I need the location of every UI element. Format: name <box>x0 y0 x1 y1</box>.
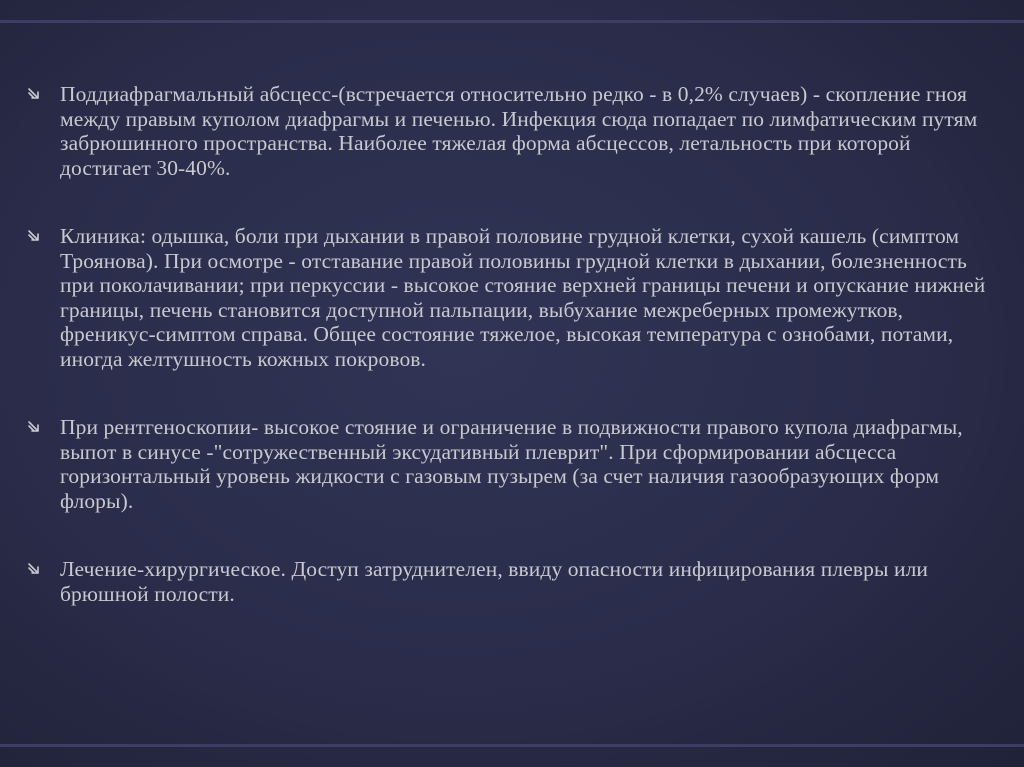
bullet-item <box>26 224 986 371</box>
bullet-arrow-icon <box>26 415 60 435</box>
bullet-arrow-icon <box>26 557 60 577</box>
bullet-text: При рентгеноскопии- высокое стояние и ограничение в подвижности правого купола диафрагмы, выпот в синусе -"сотружественный эксудативный плеврит". При сформировании абсцесса горизонтальный уровень жидкости с газовым пузырем (за счет наличия газообразующих форм флоры). <box>60 415 963 513</box>
bullet-text: Клиника: одышка, боли при дыхании в правой половине грудной клетки, сухой кашель (симптом Троянова). При осмотре - отставание правой половины грудной клетки в дыхании, болезненность при поколачивании; при перкуссии - высокое стояние верхней границы печени и опускание нижней границы, печень становится доступной пальпации, выбухание межреберных промежутков, френикус-симптом справа. Общее состояние тяжелое, высокая температура с ознобами, потами, иногда желтушность кожных покровов. <box>60 224 986 371</box>
bullet-item <box>26 415 986 513</box>
bullet-text: Лечение-хирургическое. Доступ затруднителен, ввиду опасности инфицирования плевры или брюшной полости. <box>60 557 929 606</box>
bullet-text: Поддиафрагмальный абсцесс-(встречается относительно редко - в 0,2% случаев) - скопление гноя между правым куполом диафрагмы и печенью. Инфекция сюда попадает по лимфатическим путям забрюшинного пространства. Наиболее тяжелая форма абсцессов, летальность при которой достигает 30-40%. <box>60 82 978 180</box>
bullet-arrow-icon <box>26 224 60 244</box>
bullet-item <box>26 557 986 606</box>
top-accent-line <box>0 20 1024 23</box>
bottom-accent-line <box>0 744 1024 747</box>
bullet-item <box>26 82 986 180</box>
bullet-arrow-icon <box>26 82 60 102</box>
bullet-list <box>26 82 986 606</box>
